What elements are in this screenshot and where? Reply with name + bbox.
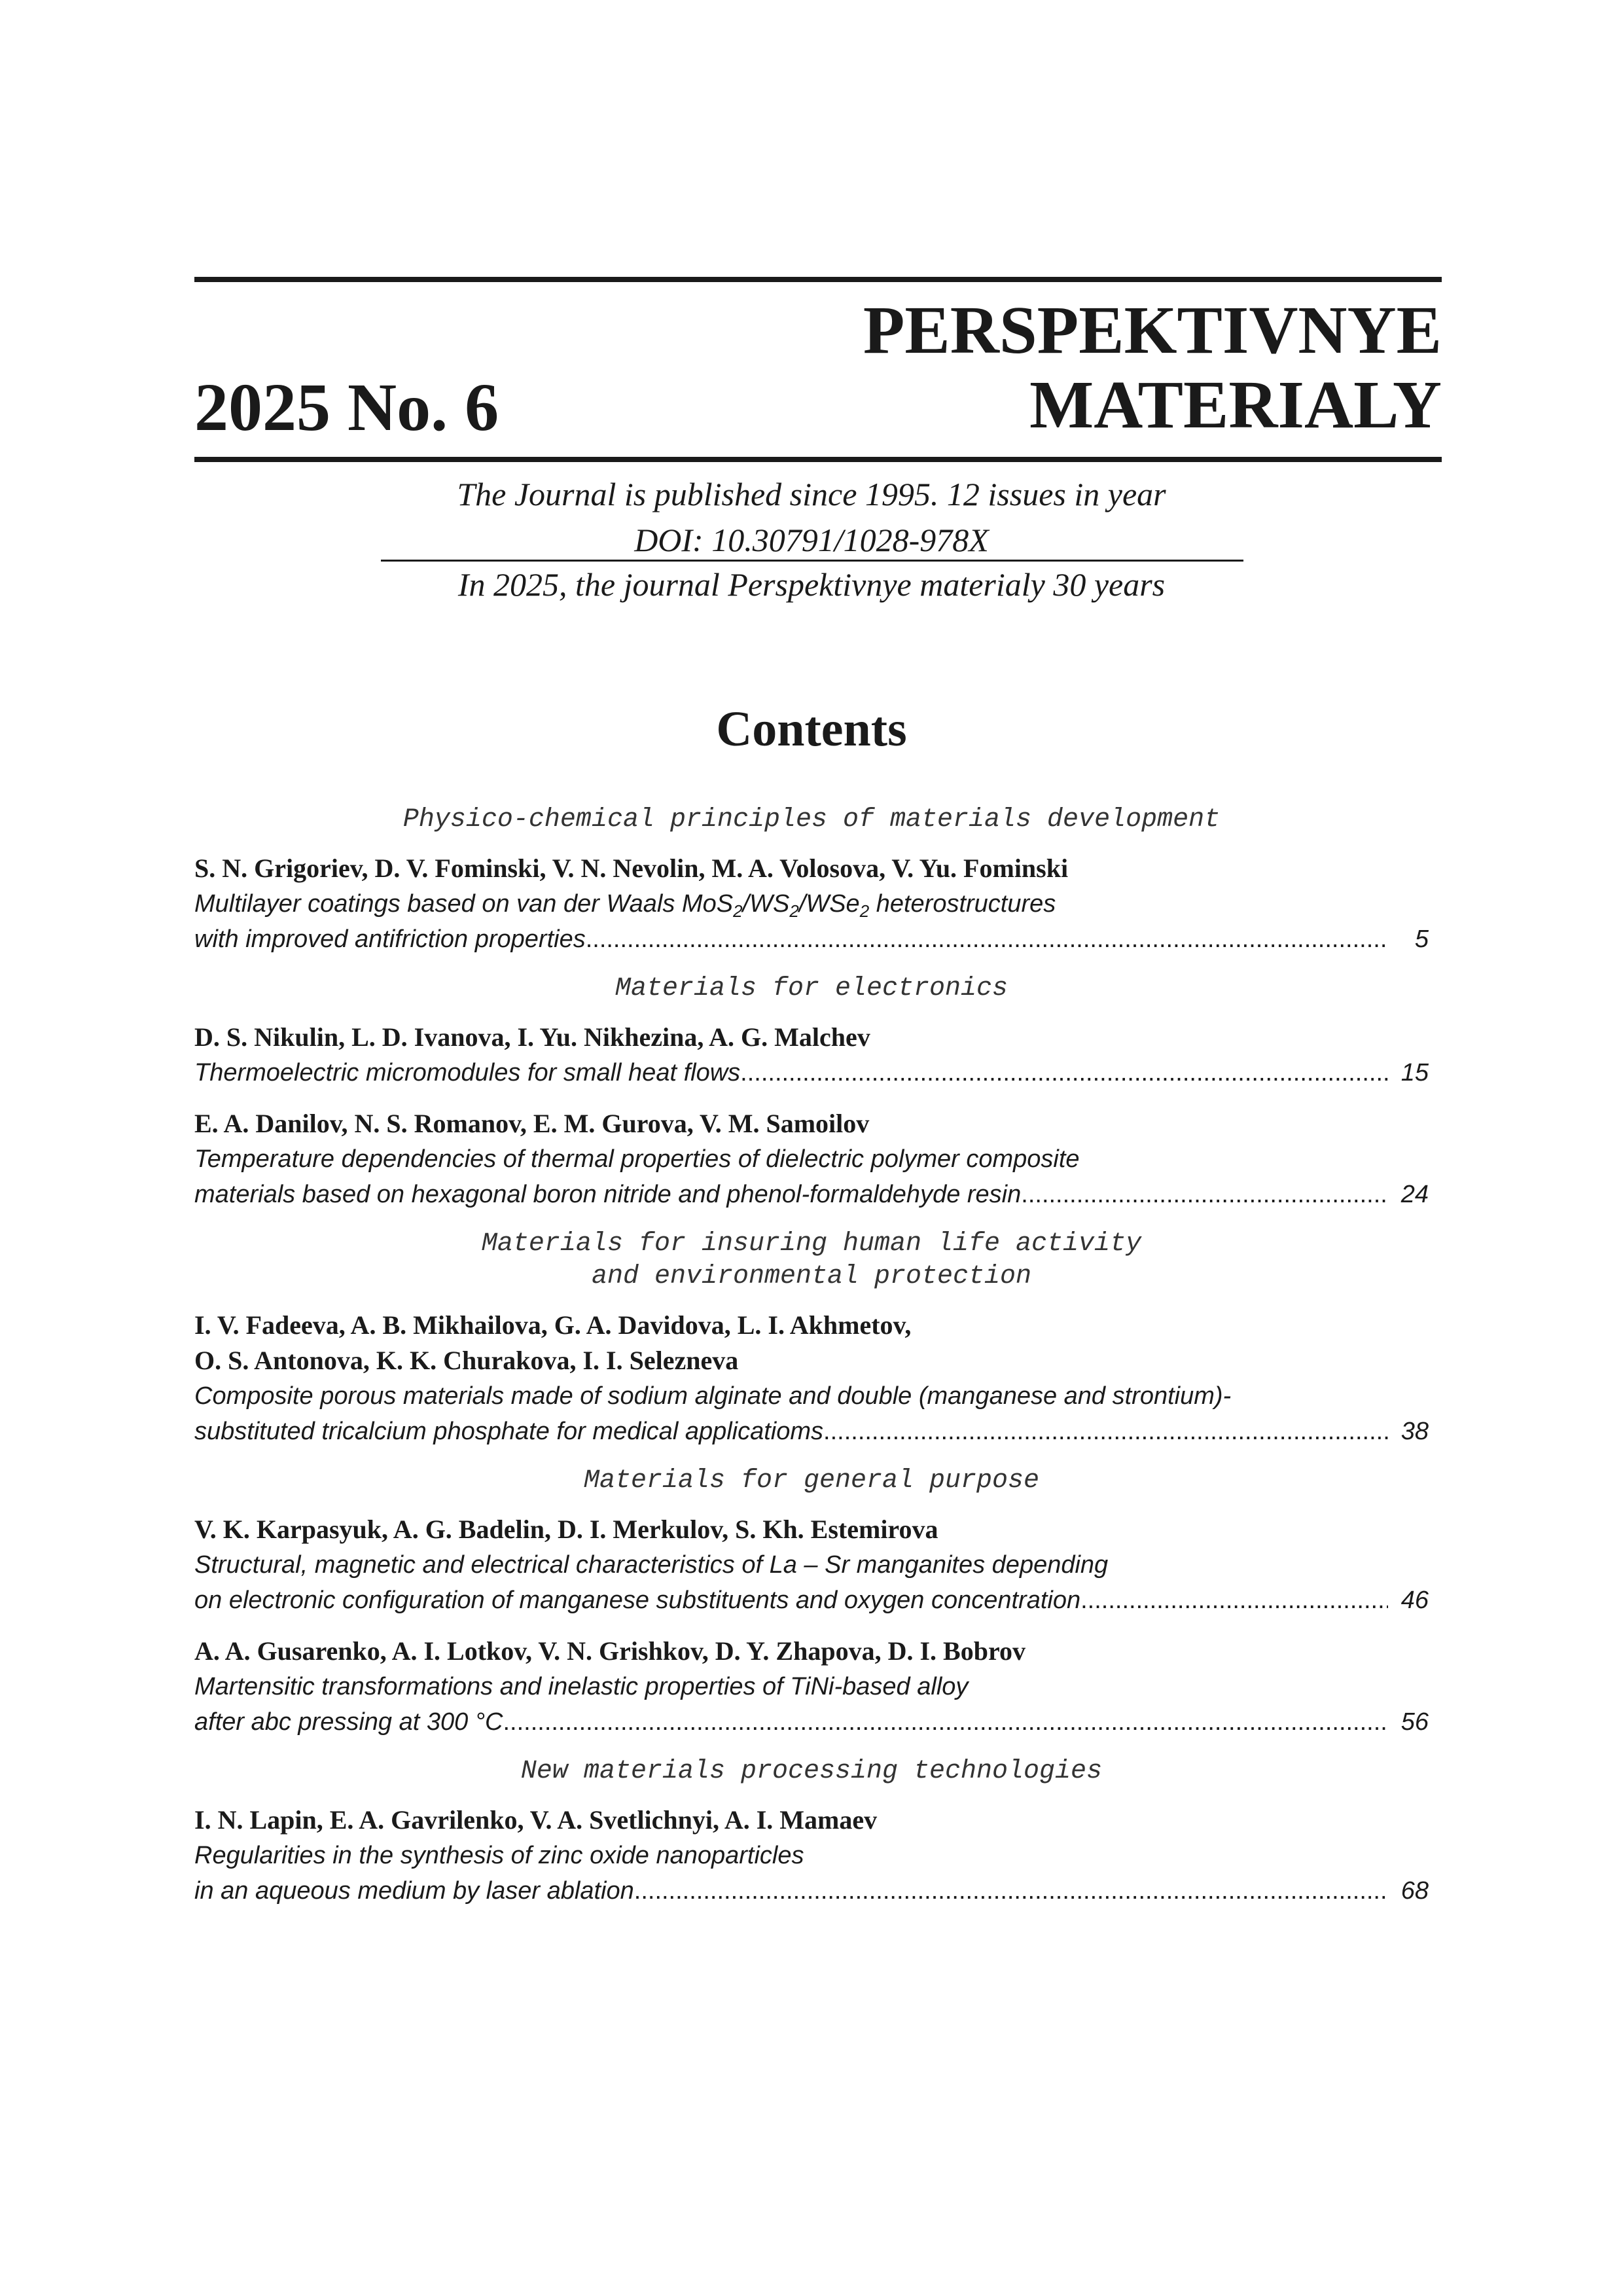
entry-authors: E. A. Danilov, N. S. Romanov, E. M. Gurova, V. M. Samoilov — [194, 1109, 870, 1138]
entry-title-line — [194, 1838, 1429, 1873]
entry-title-line — [194, 1055, 1429, 1090]
entry-title-text: materials based on hexagonal boron nitride and phenol-formaldehyde resin — [194, 1181, 1022, 1208]
header-rule — [194, 457, 1442, 462]
toc-entry[interactable] — [194, 1308, 1429, 1449]
entry-title-line — [194, 886, 1429, 922]
published-since: The Journal is published since 1995. 12 issues in year — [457, 476, 1166, 512]
section-heading-line: Materials for electronics — [615, 974, 1008, 1003]
entry-authors: I. N. Lapin, E. A. Gavrilenko, V. A. Svetlichnyi, A. I. Mamaev — [194, 1805, 878, 1835]
toc-entry[interactable] — [194, 1106, 1429, 1212]
entry-title-text: Structural, magnetic and electrical characteristics of La – Sr manganites depending — [194, 1551, 1109, 1579]
section-heading-line: New materials processing technologies — [520, 1757, 1103, 1786]
dot-leader — [586, 922, 1388, 957]
issue-number: 2025 No. 6 — [194, 370, 499, 445]
entry-title-line — [194, 1414, 1429, 1449]
entry-title-text: Martensitic transformations and inelastic properties of TiNi-based alloy — [194, 1673, 969, 1700]
section-heading-line: Materials for insuring human life activity — [481, 1229, 1142, 1259]
section-heading — [194, 973, 1429, 1005]
page-number: 46 — [1400, 1587, 1429, 1614]
toc-entry[interactable] — [194, 851, 1429, 957]
anniversary-note: In 2025, the journal Perspektivnye materialy 30 years — [457, 566, 1166, 603]
entry-title-line — [194, 922, 1429, 957]
entry-title-line — [194, 1704, 1429, 1740]
page-number: 38 — [1400, 1418, 1429, 1445]
entry-authors: O. S. Antonova, K. K. Churakova, I. I. Selezneva — [194, 1346, 739, 1375]
entry-authors: A. A. Gusarenko, A. I. Lotkov, V. N. Grishkov, D. Y. Zhapova, D. I. Bobrov — [194, 1636, 1026, 1666]
entry-title-text: on electronic configuration of manganese substituents and oxygen concentration — [194, 1587, 1081, 1614]
page-number: 68 — [1400, 1877, 1429, 1905]
entry-title-line — [194, 1583, 1429, 1618]
journal-title — [863, 293, 1442, 442]
dot-leader — [503, 1704, 1388, 1740]
entry-title-text: substituted tricalcium phosphate for medical applicatioms — [194, 1418, 824, 1445]
section-heading — [194, 1465, 1429, 1498]
table-of-contents — [194, 804, 1429, 1924]
top-rule — [194, 277, 1442, 282]
contents-heading: Contents — [716, 702, 907, 757]
doi: DOI: 10.30791/1028-978X — [634, 522, 989, 558]
section-heading-line: Materials for general purpose — [583, 1466, 1040, 1496]
entry-title-text: Regularities in the synthesis of zinc oxide nanoparticles — [194, 1842, 804, 1869]
entry-title-text: in an aqueous medium by laser ablation — [194, 1877, 634, 1905]
entry-authors: I. V. Fadeeva, A. B. Mikhailova, G. A. Davidova, L. I. Akhmetov, — [194, 1310, 912, 1340]
entry-title-text: Multilayer coatings based on van der Waals $MoS_2/WS_2/WSe_2$ heterostructures — [194, 890, 1056, 921]
entry-title-line — [194, 1378, 1429, 1414]
page-number: 24 — [1400, 1181, 1429, 1208]
dot-leader — [823, 1414, 1388, 1449]
journal-title-line: PERSPEKTIVNYE — [863, 293, 1442, 368]
section-heading-line: and environmental protection — [591, 1262, 1032, 1291]
dot-leader — [740, 1055, 1388, 1090]
section-heading — [194, 804, 1429, 836]
entry-authors: V. K. Karpasyuk, A. G. Badelin, D. I. Merkulov, S. Kh. Estemirova — [194, 1515, 938, 1544]
toc-entry[interactable] — [194, 1020, 1429, 1090]
entry-title-text: Thermoelectric micromodules for small heat flows — [194, 1059, 741, 1086]
journal-title-line: MATERIALY — [1029, 367, 1442, 442]
doi-underline — [381, 560, 1243, 562]
dot-leader — [1021, 1177, 1388, 1212]
section-heading — [194, 1228, 1429, 1293]
entry-title-line — [194, 1547, 1429, 1583]
entry-authors: S. N. Grigoriev, D. V. Fominski, V. N. Nevolin, M. A. Volosova, V. Yu. Fominski — [194, 853, 1069, 883]
toc-entry[interactable] — [194, 1803, 1429, 1909]
entry-title-line — [194, 1669, 1429, 1704]
entry-title-line — [194, 1177, 1429, 1212]
toc-entry[interactable] — [194, 1634, 1429, 1740]
page-number: 15 — [1400, 1059, 1429, 1086]
section-heading-line: Physico-chemical principles of materials development — [402, 805, 1221, 834]
entry-title-line — [194, 1141, 1429, 1177]
section-heading — [194, 1755, 1429, 1788]
entry-title-text: Composite porous materials made of sodium alginate and double (manganese and strontium)- — [194, 1382, 1232, 1410]
entry-title-text: after abc pressing at 300 °C — [194, 1708, 503, 1736]
entry-title-text: with improved antifriction properties — [194, 925, 586, 953]
dot-leader — [634, 1873, 1388, 1909]
entry-authors: D. S. Nikulin, L. D. Ivanova, I. Yu. Nikhezina, A. G. Malchev — [194, 1022, 870, 1052]
toc-entry[interactable] — [194, 1512, 1429, 1618]
dot-leader — [1080, 1583, 1388, 1618]
page-number: 56 — [1400, 1708, 1429, 1736]
entry-title-text: Temperature dependencies of thermal properties of dielectric polymer composite — [194, 1145, 1080, 1173]
entry-title-line — [194, 1873, 1429, 1909]
page-number: 5 — [1414, 925, 1429, 953]
